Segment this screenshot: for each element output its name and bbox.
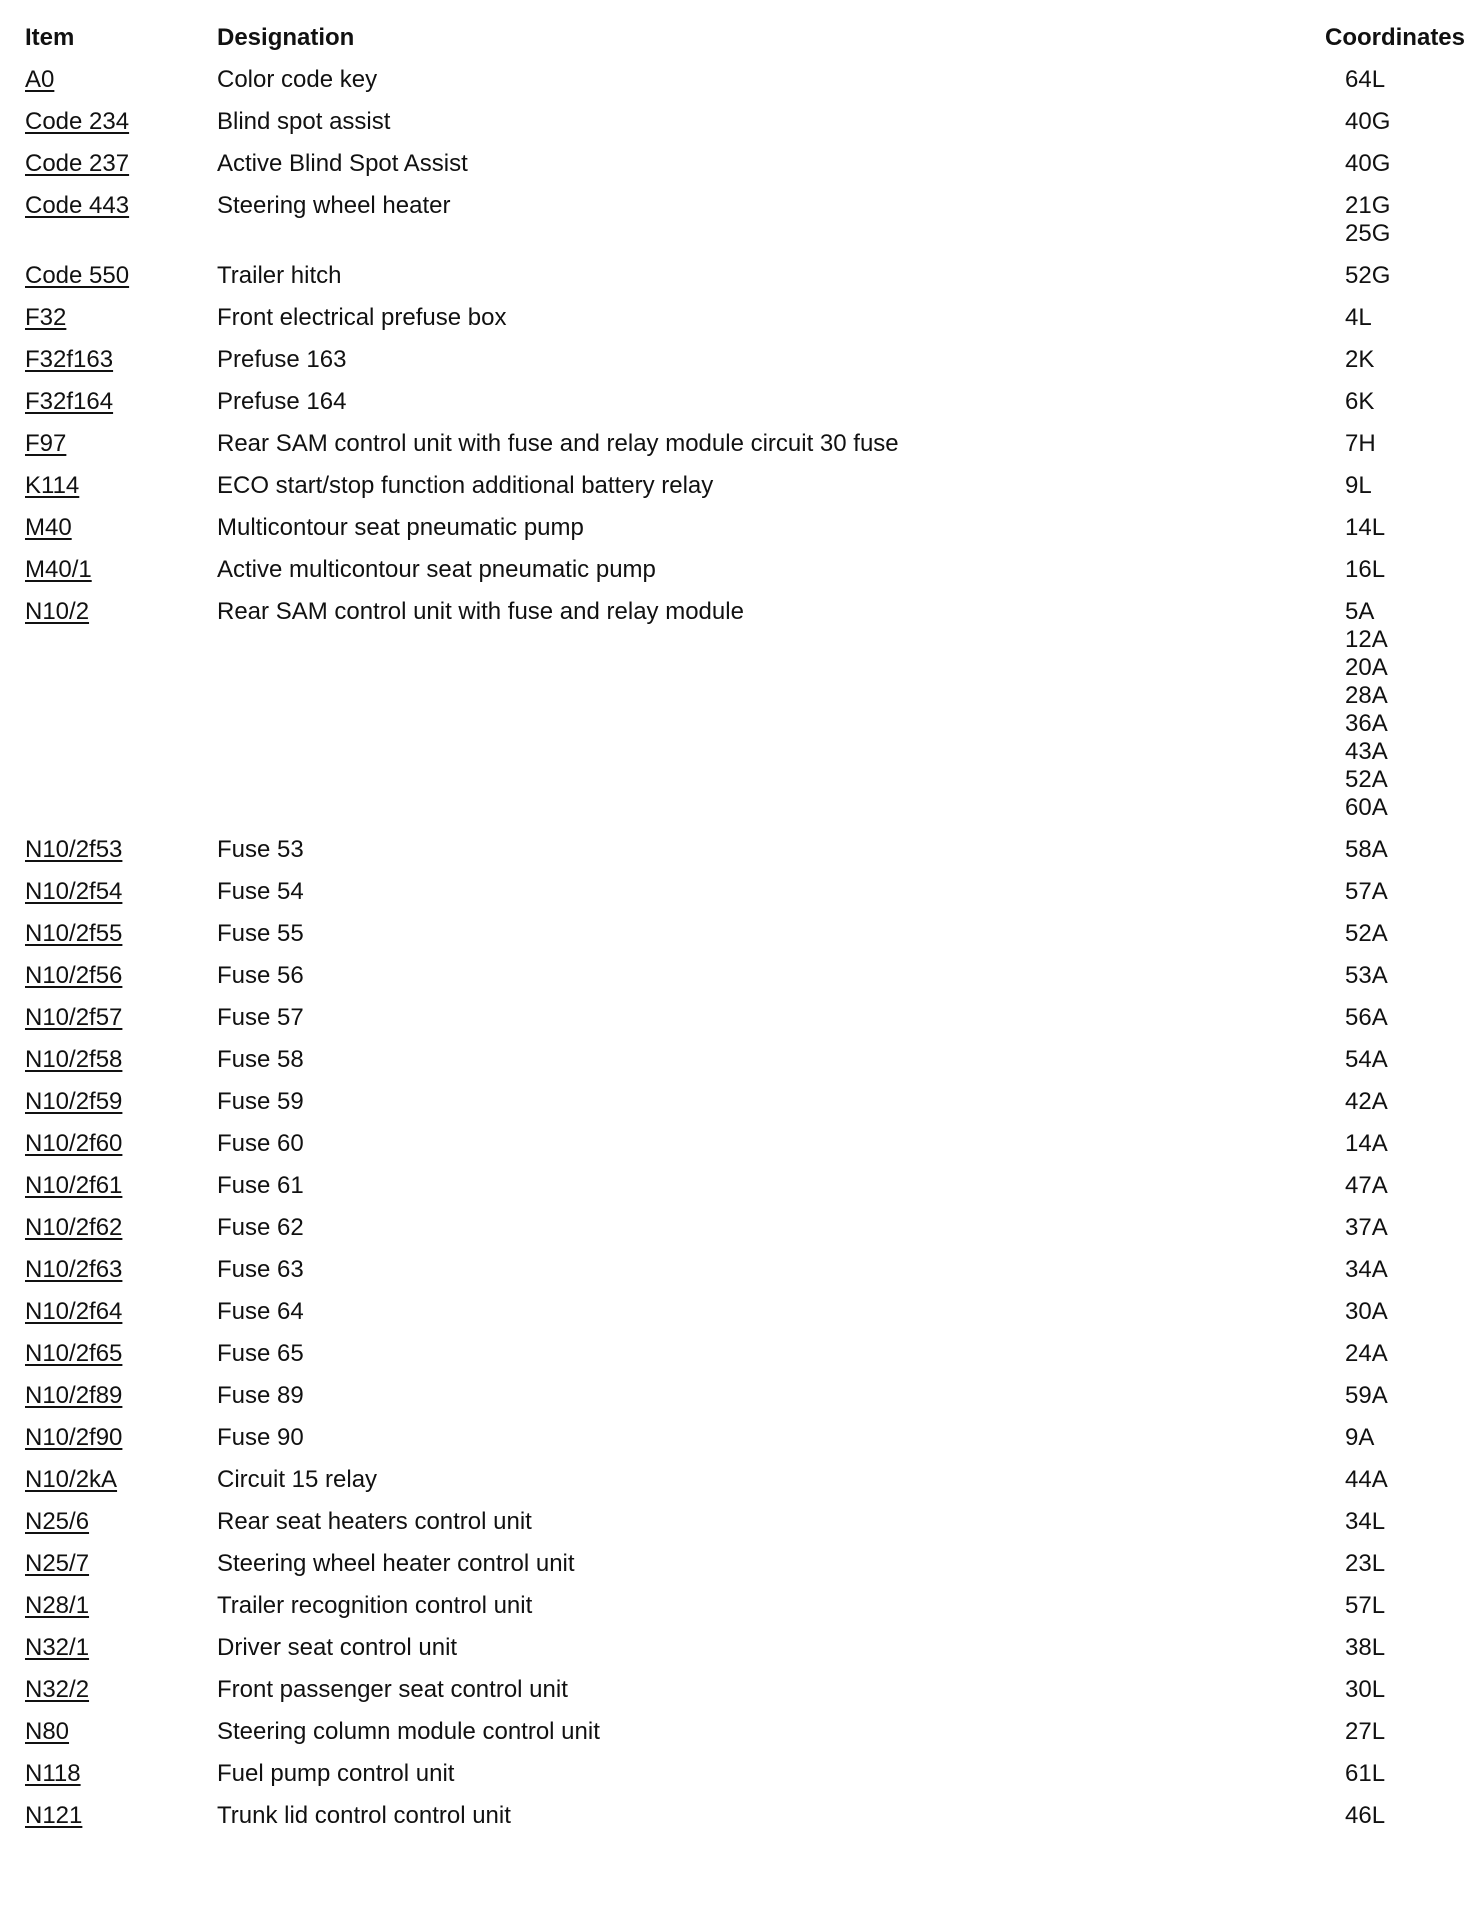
coordinates-cell: [1345, 304, 1465, 332]
item-cell: [25, 192, 217, 220]
item-cell: [25, 836, 217, 864]
coordinate-value: 14L: [1345, 514, 1386, 541]
item-cell: [25, 1802, 217, 1830]
item-link[interactable]: N10/2f53: [25, 836, 123, 863]
coordinates-cell: [1345, 1172, 1465, 1200]
item-link[interactable]: N10/2f55: [25, 920, 123, 947]
coordinates-cell: [1345, 1802, 1465, 1830]
header-coordinates: Coordinates: [1324, 24, 1465, 51]
header-designation: Designation: [217, 24, 355, 51]
coordinate-value: 9L: [1345, 472, 1372, 499]
designation-cell: Fuse 58: [217, 1046, 304, 1073]
table-row: [25, 1634, 1465, 1676]
item-link[interactable]: F32: [25, 304, 67, 331]
table-row: [25, 150, 1465, 192]
item-cell: [25, 962, 217, 990]
item-cell: [25, 304, 217, 332]
coordinate-value: 47A: [1345, 1172, 1388, 1199]
coordinate-value: 34L: [1345, 1508, 1386, 1535]
coordinate-value: 12A: [1345, 626, 1388, 653]
item-link[interactable]: M40: [25, 514, 72, 541]
item-link[interactable]: F97: [25, 430, 67, 457]
table-row: [25, 1172, 1465, 1214]
designation-cell: Fuse 60: [217, 1130, 304, 1157]
coordinate-value: 56A: [1345, 1004, 1388, 1031]
table-row: [25, 346, 1465, 388]
designation-cell: Steering column module control unit: [217, 1718, 600, 1745]
coordinates-cell: [1345, 598, 1465, 822]
item-link[interactable]: N10/2f54: [25, 878, 123, 905]
coordinates-cell: [1345, 1760, 1465, 1788]
coordinates-cell: [1345, 1718, 1465, 1746]
table-row: [25, 1466, 1465, 1508]
item-link[interactable]: N10/2f61: [25, 1172, 123, 1199]
item-link[interactable]: N118: [25, 1760, 81, 1787]
coordinates-cell: [1345, 1130, 1465, 1158]
item-cell: [25, 1214, 217, 1242]
item-link[interactable]: N10/2f58: [25, 1046, 123, 1073]
coordinate-value: 2K: [1345, 346, 1375, 373]
designation-cell: Rear SAM control unit with fuse and relay module: [217, 598, 744, 625]
item-cell: [25, 1172, 217, 1200]
coordinate-value: 44A: [1345, 1466, 1388, 1493]
table-row: [25, 1424, 1465, 1466]
item-link[interactable]: N10/2f90: [25, 1424, 123, 1451]
coordinates-cell: [1345, 1676, 1465, 1704]
designation-cell: ECO start/stop function additional battery relay: [217, 472, 714, 499]
coordinate-value: 42A: [1345, 1088, 1388, 1115]
coordinates-cell: [1345, 1424, 1465, 1452]
table-row: [25, 430, 1465, 472]
designation-cell: Fuse 62: [217, 1214, 304, 1241]
coordinate-value: 57L: [1345, 1592, 1386, 1619]
coordinates-cell: [1345, 1382, 1465, 1410]
item-cell: [25, 66, 217, 94]
designation-cell: Blind spot assist: [217, 108, 391, 135]
item-link[interactable]: N10/2f62: [25, 1214, 123, 1241]
item-cell: [25, 388, 217, 416]
table-row: [25, 1382, 1465, 1424]
designation-cell: Rear SAM control unit with fuse and relay module circuit 30 fuse: [217, 430, 899, 457]
item-cell: [25, 1256, 217, 1284]
item-cell: [25, 1550, 217, 1578]
component-legend-table: [25, 24, 1465, 1844]
coordinate-value: 25G: [1345, 220, 1391, 247]
item-link[interactable]: N32/1: [25, 1634, 90, 1661]
coordinates-cell: [1345, 150, 1465, 178]
coordinates-cell: [1345, 1298, 1465, 1326]
item-link[interactable]: N25/7: [25, 1550, 90, 1577]
table-row: [25, 1340, 1465, 1382]
item-link[interactable]: Code 237: [25, 150, 130, 177]
coordinates-cell: [1345, 388, 1465, 416]
item-cell: [25, 1634, 217, 1662]
designation-cell: Fuse 64: [217, 1298, 304, 1325]
table-body: [25, 66, 1465, 1844]
designation-cell: Front electrical prefuse box: [217, 304, 507, 331]
designation-cell: Fuse 55: [217, 920, 304, 947]
item-link[interactable]: N25/6: [25, 1508, 90, 1535]
item-cell: [25, 430, 217, 458]
coordinates-cell: [1345, 836, 1465, 864]
table-row: [25, 878, 1465, 920]
coordinate-value: 4L: [1345, 304, 1372, 331]
item-link[interactable]: N32/2: [25, 1676, 90, 1703]
designation-cell: Front passenger seat control unit: [217, 1676, 568, 1703]
table-row: [25, 1004, 1465, 1046]
coordinate-value: 20A: [1345, 654, 1388, 681]
coordinate-value: 52A: [1345, 766, 1388, 793]
table-row: [25, 836, 1465, 878]
coordinate-value: 36A: [1345, 710, 1388, 737]
designation-cell: Trailer hitch: [217, 262, 342, 289]
coordinates-cell: [1345, 1634, 1465, 1662]
table-row: [25, 1256, 1465, 1298]
designation-cell: Steering wheel heater: [217, 192, 451, 219]
item-link[interactable]: N10/2kA: [25, 1466, 118, 1493]
table-row: [25, 1760, 1465, 1802]
coordinate-value: 58A: [1345, 836, 1388, 863]
coordinate-value: 61L: [1345, 1760, 1386, 1787]
coordinate-value: 46L: [1345, 1802, 1386, 1829]
coordinate-value: 30A: [1345, 1298, 1388, 1325]
item-link[interactable]: F32f164: [25, 388, 114, 415]
header-item: Item: [25, 24, 75, 51]
designation-cell: Multicontour seat pneumatic pump: [217, 514, 584, 541]
item-cell: [25, 1088, 217, 1116]
item-link[interactable]: M40/1: [25, 556, 92, 583]
coordinate-value: 21G: [1345, 192, 1391, 219]
designation-cell: Prefuse 164: [217, 388, 347, 415]
item-cell: [25, 262, 217, 290]
designation-cell: Active Blind Spot Assist: [217, 150, 468, 177]
item-link[interactable]: N80: [25, 1718, 70, 1745]
item-cell: [25, 878, 217, 906]
table-row: [25, 1298, 1465, 1340]
table-row: [25, 962, 1465, 1004]
coordinate-value: 43A: [1345, 738, 1388, 765]
table-header: [25, 24, 1465, 66]
coordinates-cell: [1345, 1466, 1465, 1494]
table-row: [25, 66, 1465, 108]
table-row: [25, 514, 1465, 556]
designation-cell: Fuse 65: [217, 1340, 304, 1367]
item-link[interactable]: Code 234: [25, 108, 130, 135]
designation-cell: Fuse 53: [217, 836, 304, 863]
coordinate-value: 40G: [1345, 108, 1391, 135]
coordinates-cell: [1345, 1340, 1465, 1368]
coordinate-value: 52G: [1345, 262, 1391, 289]
item-cell: [25, 1382, 217, 1410]
item-link[interactable]: N10/2f59: [25, 1088, 123, 1115]
item-cell: [25, 556, 217, 584]
coordinate-value: 16L: [1345, 556, 1386, 583]
coordinates-cell: [1345, 1088, 1465, 1116]
item-cell: [25, 1760, 217, 1788]
coordinates-cell: [1345, 514, 1465, 542]
table-row: [25, 1508, 1465, 1550]
item-link[interactable]: N28/1: [25, 1592, 90, 1619]
coordinates-cell: [1345, 1592, 1465, 1620]
coordinates-cell: [1345, 1256, 1465, 1284]
coordinate-value: 28A: [1345, 682, 1388, 709]
coordinates-cell: [1345, 346, 1465, 374]
coordinates-cell: [1345, 108, 1465, 136]
item-link[interactable]: K114: [25, 472, 80, 499]
table-row: [25, 1718, 1465, 1760]
item-cell: [25, 1466, 217, 1494]
designation-cell: Prefuse 163: [217, 346, 347, 373]
coordinate-value: 59A: [1345, 1382, 1388, 1409]
designation-cell: Fuse 63: [217, 1256, 304, 1283]
table-row: [25, 1592, 1465, 1634]
designation-cell: Fuse 59: [217, 1088, 304, 1115]
coordinate-value: 60A: [1345, 794, 1388, 821]
designation-cell: Fuse 89: [217, 1382, 304, 1409]
item-link[interactable]: N121: [25, 1802, 83, 1829]
coordinate-value: 9A: [1345, 1424, 1375, 1451]
table-row: [25, 1130, 1465, 1172]
item-cell: [25, 1424, 217, 1452]
designation-cell: Fuse 56: [217, 962, 304, 989]
coordinates-cell: [1345, 556, 1465, 584]
coordinates-cell: [1345, 962, 1465, 990]
coordinate-value: 24A: [1345, 1340, 1388, 1367]
designation-cell: Driver seat control unit: [217, 1634, 458, 1661]
item-cell: [25, 1592, 217, 1620]
item-link[interactable]: F32f163: [25, 346, 114, 373]
designation-cell: Steering wheel heater control unit: [217, 1550, 575, 1577]
coordinates-cell: [1345, 66, 1465, 94]
designation-cell: Fuel pump control unit: [217, 1760, 455, 1787]
item-link[interactable]: Code 550: [25, 262, 130, 289]
coordinate-value: 38L: [1345, 1634, 1386, 1661]
designation-cell: Color code key: [217, 66, 378, 93]
coordinate-value: 6K: [1345, 388, 1375, 415]
table-row: [25, 1046, 1465, 1088]
table-row: [25, 192, 1465, 262]
table-row: [25, 1214, 1465, 1256]
item-cell: [25, 514, 217, 542]
coordinates-cell: [1345, 1214, 1465, 1242]
coordinate-value: 37A: [1345, 1214, 1388, 1241]
table-row: [25, 1676, 1465, 1718]
table-row: [25, 920, 1465, 962]
coordinate-value: 27L: [1345, 1718, 1386, 1745]
table-row: [25, 1802, 1465, 1844]
designation-cell: Fuse 57: [217, 1004, 304, 1031]
designation-cell: Active multicontour seat pneumatic pump: [217, 556, 656, 583]
coordinates-cell: [1345, 1508, 1465, 1536]
item-link[interactable]: N10/2f56: [25, 962, 123, 989]
designation-cell: Trunk lid control control unit: [217, 1802, 511, 1829]
coordinates-cell: [1345, 1550, 1465, 1578]
coordinate-value: 53A: [1345, 962, 1388, 989]
coordinate-value: 14A: [1345, 1130, 1388, 1157]
item-cell: [25, 150, 217, 178]
item-cell: [25, 1298, 217, 1326]
item-link[interactable]: N10/2: [25, 598, 90, 625]
designation-cell: Circuit 15 relay: [217, 1466, 378, 1493]
table-row: [25, 1550, 1465, 1592]
coordinates-cell: [1345, 430, 1465, 458]
table-row: [25, 1088, 1465, 1130]
table-row: [25, 388, 1465, 430]
table-row: [25, 472, 1465, 514]
item-cell: [25, 1004, 217, 1032]
item-cell: [25, 1718, 217, 1746]
item-cell: [25, 1508, 217, 1536]
item-link[interactable]: A0: [25, 66, 55, 93]
coordinate-value: 40G: [1345, 150, 1391, 177]
coordinate-value: 5A: [1345, 598, 1375, 625]
coordinates-cell: [1345, 1046, 1465, 1074]
table-row: [25, 108, 1465, 150]
coordinate-value: 7H: [1345, 430, 1376, 457]
coordinates-cell: [1345, 878, 1465, 906]
designation-cell: Fuse 90: [217, 1424, 304, 1451]
item-cell: [25, 1130, 217, 1158]
item-cell: [25, 1340, 217, 1368]
table-row: [25, 598, 1465, 836]
item-link[interactable]: N10/2f64: [25, 1298, 123, 1325]
designation-cell: Trailer recognition control unit: [217, 1592, 533, 1619]
item-cell: [25, 346, 217, 374]
coordinates-cell: [1345, 192, 1465, 248]
item-cell: [25, 472, 217, 500]
coordinate-value: 52A: [1345, 920, 1388, 947]
coordinates-cell: [1345, 1004, 1465, 1032]
coordinate-value: 30L: [1345, 1676, 1386, 1703]
item-link[interactable]: N10/2f89: [25, 1382, 123, 1409]
coordinate-value: 57A: [1345, 878, 1388, 905]
table-row: [25, 304, 1465, 346]
item-cell: [25, 920, 217, 948]
item-link[interactable]: N10/2f60: [25, 1130, 123, 1157]
designation-cell: Fuse 61: [217, 1172, 304, 1199]
table-row: [25, 262, 1465, 304]
item-cell: [25, 1046, 217, 1074]
item-link[interactable]: N10/2f63: [25, 1256, 123, 1283]
item-cell: [25, 1676, 217, 1704]
item-cell: [25, 108, 217, 136]
item-cell: [25, 598, 217, 626]
coordinates-cell: [1345, 472, 1465, 500]
designation-cell: Rear seat heaters control unit: [217, 1508, 532, 1535]
item-link[interactable]: N10/2f57: [25, 1004, 123, 1031]
item-link[interactable]: N10/2f65: [25, 1340, 123, 1367]
table-row: [25, 556, 1465, 598]
coordinates-cell: [1345, 262, 1465, 290]
item-link[interactable]: Code 443: [25, 192, 130, 219]
designation-cell: Fuse 54: [217, 878, 304, 905]
coordinates-cell: [1345, 920, 1465, 948]
coordinate-value: 54A: [1345, 1046, 1388, 1073]
coordinate-value: 64L: [1345, 66, 1386, 93]
coordinate-value: 23L: [1345, 1550, 1386, 1577]
coordinate-value: 34A: [1345, 1256, 1388, 1283]
